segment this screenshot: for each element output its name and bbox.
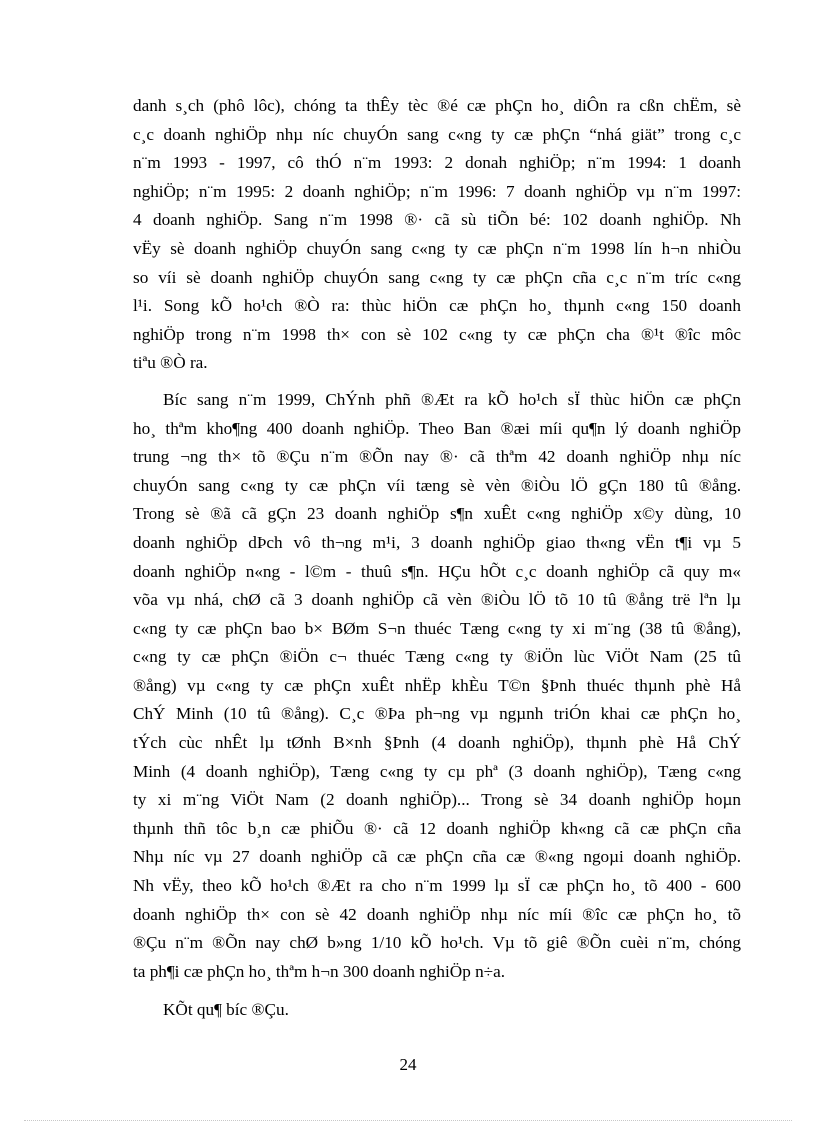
- text-line: c¸c doanh nghiÖp nhµ níc chuyÓn sang c«ng ty cæ phÇn “nhá giät” trong c¸c: [133, 124, 741, 144]
- text-line: so víi sè doanh nghiÖp chuyÓn sang c«ng ty cæ phÇn cña c¸c n¨m tríc c«ng: [133, 267, 741, 287]
- text-line: doanh nghiÖp th× con sè 42 doanh nghiÖp nhµ níc míi ®îc cæ phÇn ho¸ tõ: [133, 904, 741, 924]
- text-line: trung ¬ng th× tõ ®Çu n¨m ®Õn nay ®· cã thªm 42 doanh nghiÖp nhµ níc: [133, 447, 741, 467]
- page-body: [133, 92, 741, 1025]
- page-number: 24: [399, 1055, 417, 1074]
- text-line: nghiÖp; n¨m 1995: 2 doanh nghiÖp; n¨m 1996: 7 doanh nghiÖp vµ n¨m 1997:: [133, 181, 741, 201]
- text-line: Nhµ níc vµ 27 doanh nghiÖp cã cæ phÇn cña cæ ®«ng ngoµi doanh nghiÖp.: [133, 847, 741, 867]
- text-line: ty xi m¨ng ViÖt Nam (2 doanh nghiÖp)... Trong sè 34 doanh nghiÖp hoµn: [133, 790, 741, 810]
- text-line: c«ng ty cæ phÇn bao b× BØm S¬n thuéc Tæng c«ng ty xi m¨ng (38 tû ®ång),: [133, 618, 741, 638]
- text-line: ChÝ Minh (10 tû ®ång). C¸c ®Þa ph¬ng vµ ngµnh triÓn khai cæ phÇn ho¸: [133, 704, 741, 724]
- text-line: thµnh thñ tôc b¸n cæ phiÕu ®· cã 12 doanh nghiÖp kh«ng cã cæ phÇn cña: [133, 818, 741, 838]
- text-line: l¹i. Song kÕ ho¹ch ®Ò ra: thùc hiÖn cæ phÇn ho¸ thµnh c«ng 150 doanh: [133, 296, 741, 316]
- text-line: danh s¸ch (phô lôc), chóng ta thÊy tèc ®é cæ phÇn ho¸ diÔn ra cßn chËm, sè: [133, 96, 741, 115]
- text-line: Minh (4 doanh nghiÖp), Tæng c«ng ty cµ phª (3 doanh nghiÖp), Tæng c«ng: [133, 761, 741, 781]
- text-line: võa vµ nhá, chØ cã 3 doanh nghiÖp cã vèn ®iÒu lÖ tõ 10 tû ®ång trë lªn lµ: [133, 590, 741, 610]
- text-line: ®Çu n¨m ®Õn nay chØ b»ng 1/10 kÕ ho¹ch. Vµ tõ giê ®Õn cuèi n¨m, chóng: [133, 933, 741, 953]
- text-line: chuyÓn sang c«ng ty cæ phÇn víi tæng sè vèn ®iÒu lÖ gÇn 180 tû ®ång.: [133, 475, 741, 495]
- section-heading-ket-qua: KÕt qu¶ bíc ®Çu.: [163, 1000, 289, 1020]
- text-line: Nh vËy, theo kÕ ho¹ch ®Æt ra cho n¨m 1999 lµ sÏ cæ phÇn ho¸ tõ 400 - 600: [133, 876, 741, 896]
- text-line: ho¸ thªm kho¶ng 400 doanh nghiÖp. Theo Ban ®æi míi qu¶n lý doanh nghiÖp: [133, 418, 741, 438]
- text-line: ta ph¶i cæ phÇn ho¸ thªm h¬n 300 doanh nghiÖp n÷a.: [133, 961, 506, 981]
- text-line: Bíc sang n¨m 1999, ChÝnh phñ ®Æt ra kÕ ho¹ch sÏ thùc hiÖn cæ phÇn: [163, 389, 741, 409]
- paragraph-1: [133, 92, 741, 378]
- paragraph-2: [133, 386, 741, 986]
- text-line: ®ång) vµ c«ng ty cæ phÇn xuÊt nhËp khÈu T©n §Þnh thuéc thµnh phè Hå: [133, 675, 741, 695]
- text-line: nghiÖp trong n¨m 1998 th× con sè 102 c«ng ty cæ phÇn cha ®¹t ®îc môc: [133, 324, 741, 344]
- page-bottom-divider: [24, 1120, 792, 1121]
- text-line: doanh nghiÖp n«ng - l©m - thuû s¶n. HÇu hÕt c¸c doanh nghiÖp cã quy m«: [133, 561, 741, 581]
- text-line: doanh nghiÖp dÞch vô th¬ng m¹i, 3 doanh nghiÖp giao th«ng vËn t¶i vµ 5: [133, 532, 741, 552]
- text-line: tiªu ®Ò ra.: [133, 353, 208, 373]
- text-line: Trong sè ®ã cã gÇn 23 doanh nghiÖp s¶n xuÊt c«ng nghiÖp x©y dùng, 10: [133, 504, 741, 524]
- text-line: 4 doanh nghiÖp. Sang n¨m 1998 ®· cã sù tiÕn bé: 102 doanh nghiÖp. Nh: [133, 210, 741, 230]
- text-line: n¨m 1993 - 1997, cô thÓ n¨m 1993: 2 donah nghiÖp; n¨m 1994: 1 doanh: [133, 153, 741, 173]
- text-line: c«ng ty cæ phÇn ®iÖn c¬ thuéc Tæng c«ng ty ®iÖn lùc ViÖt Nam (25 tû: [133, 647, 741, 667]
- text-line: vËy sè doanh nghiÖp chuyÓn sang c«ng ty cæ phÇn n¨m 1998 lín h¬n nhiÒu: [133, 238, 741, 258]
- text-line: tÝch cùc nhÊt lµ tØnh B×nh §Þnh (4 doanh nghiÖp), thµnh phè Hå ChÝ: [133, 733, 741, 753]
